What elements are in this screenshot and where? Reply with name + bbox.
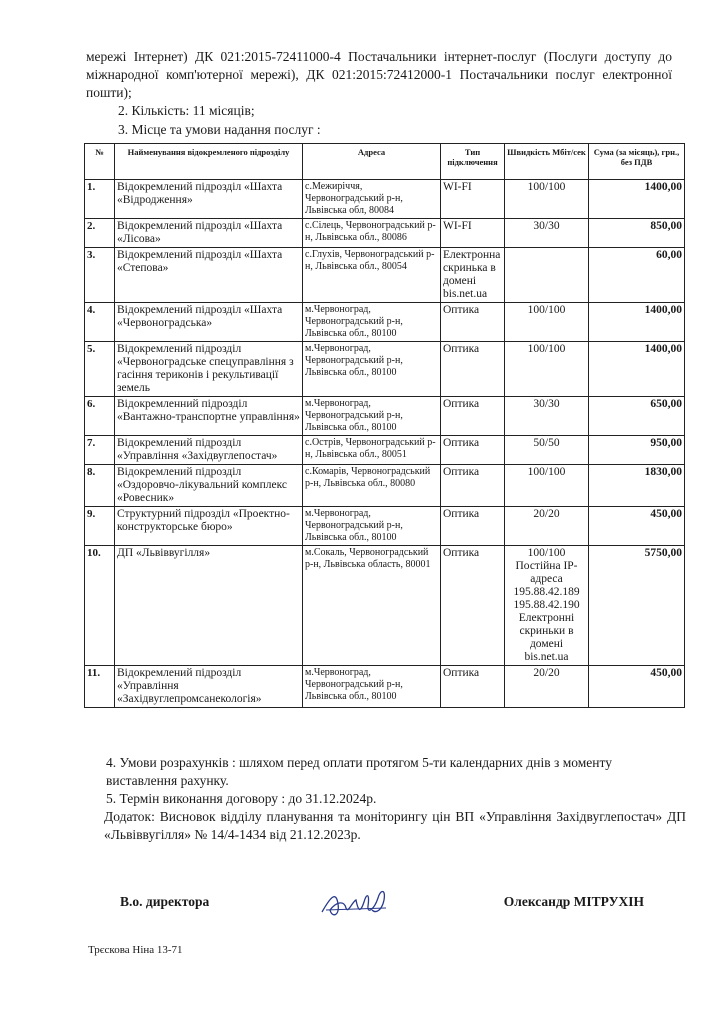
row-address: м.Червоноград, Червоноградський р-н, Львівська обл., 80100 [303,342,441,397]
row-name: Відокремлений підрозділ «Шахта «Степова» [115,248,303,303]
row-name: Відокремлений підрозділ «Управління «Західвуглепостач» [115,436,303,465]
handwritten-signature [316,880,396,924]
row-type: Оптика [441,465,505,507]
row-sum: 1830,00 [589,465,685,507]
header-type: Тип підключення [441,144,505,180]
row-type: Електронна скринька в домені bis.net.ua [441,248,505,303]
row-sum: 850,00 [589,219,685,248]
row-type: Оптика [441,303,505,342]
row-num: 10. [85,546,115,666]
table-row [85,303,685,342]
row-sum: 450,00 [589,666,685,708]
row-speed: 20/20 [505,666,589,708]
row-speed: 50/50 [505,436,589,465]
attachment-label: Додаток: [104,809,155,824]
item-quantity: 2. Кількість: 11 місяців; [118,103,255,118]
row-num: 7. [85,436,115,465]
table-row [85,436,685,465]
row-sum: 60,00 [589,248,685,303]
row-address: с.Глухів, Червоноградський р-н, Львівська обл., 80054 [303,248,441,303]
row-type: Оптика [441,546,505,666]
intro-paragraph: мережі Інтернет) ДК 021:2015-72411000-4 Постачальники інтернет-послуг (Послуги доступу до міжнародної комп'ютерної мережі), ДК 021:2015:72412000-1 Постачальники послуг електронної пошти); [86,49,672,100]
row-type: Оптика [441,436,505,465]
table-row [85,397,685,436]
header-sum: Сума (за місяць), грн., без ПДВ [589,144,685,180]
row-speed: 20/20 [505,507,589,546]
table-row [85,248,685,303]
item-term: 5. Термін виконання договору : до 31.12.2024р. [106,791,377,806]
row-sum: 1400,00 [589,180,685,219]
row-sum: 1400,00 [589,303,685,342]
row-address: м.Червоноград, Червоноградський р-н, Львівська обл., 80100 [303,666,441,708]
row-name: Відокремленний підрозділ «Вантажно-транспортне управління» [115,397,303,436]
row-num: 4. [85,303,115,342]
services-table [84,143,685,708]
row-address: м.Сокаль, Червоноградський р-н, Львівська область, 80001 [303,546,441,666]
row-address: м.Червоноград, Червоноградський р-н, Львівська обл., 80100 [303,303,441,342]
header-address: Адреса [303,144,441,180]
row-num: 2. [85,219,115,248]
row-name: Відокремлений підрозділ «Управління «Західвуглепромсанекологія» [115,666,303,708]
executor-note: Трєскова Ніна 13-71 [88,944,183,956]
row-name: Відокремлений підрозділ «Шахта «Лісова» [115,219,303,248]
table-row [85,546,685,666]
row-type: Оптика [441,397,505,436]
item-place-conditions: 3. Місце та умови надання послуг : [118,122,321,137]
header-num: № [85,144,115,180]
table-row [85,180,685,219]
signature-title: В.о. директора [120,894,210,909]
row-name: Відокремлений підрозділ «Шахта «Червоноградська» [115,303,303,342]
row-address: м.Червоноград, Червоноградський р-н, Львівська обл., 80100 [303,507,441,546]
table-row [85,507,685,546]
row-speed [505,248,589,303]
table-row [85,219,685,248]
row-type: WI-FI [441,219,505,248]
intro-block [86,48,672,102]
row-sum: 1400,00 [589,342,685,397]
row-name: Відокремлений підрозділ «Шахта «Відродження» [115,180,303,219]
attachment [86,808,686,844]
row-num: 3. [85,248,115,303]
row-speed: 100/100 Постійна IP-адреса 195.88.42.189 195.88.42.190 Електронні скриньки в домені bis.net.ua [505,546,589,666]
row-speed: 100/100 [505,303,589,342]
row-speed: 30/30 [505,397,589,436]
after-block [86,754,686,844]
row-address: с.Межиріччя, Червоноградський р-н, Львівська обл, 80084 [303,180,441,219]
row-num: 6. [85,397,115,436]
attachment-text: Висновок відділу планування та моніторингу цін ВП «Управління Західвуглепостач» ДП «Львіввугілля» № 14/4-1434 від 21.12.2023р. [104,809,687,842]
row-name: Відокремлений підрозділ «Оздоровчо-лікувальний комплекс «Ровесник» [115,465,303,507]
header-speed: Швидкість Мбіт/сек [505,144,589,180]
row-name: ДП «Львіввугілля» [115,546,303,666]
table-row [85,342,685,397]
row-num: 5. [85,342,115,397]
row-name: Структурний підрозділ «Проектно-конструкторське бюро» [115,507,303,546]
row-speed: 100/100 [505,342,589,397]
row-sum: 450,00 [589,507,685,546]
row-sum: 950,00 [589,436,685,465]
row-type: Оптика [441,507,505,546]
row-address: м.Червоноград, Червоноградський р-н, Львівська обл., 80100 [303,397,441,436]
table-row [85,666,685,708]
row-address: с.Комарів, Червоноградський р-н, Львівська обл., 80080 [303,465,441,507]
row-type: Оптика [441,666,505,708]
header-name: Найменування відокремленого підрозділу [115,144,303,180]
item-payment-terms: 4. Умови розрахунків : шляхом перед оплати протягом 5-ти календарних днів з моменту виставлення рахунку. [106,755,612,788]
row-name: Відокремлений підрозділ «Червоноградське спецуправління з гасіння териконів і рекультивації земель [115,342,303,397]
row-address: с.Сілець, Червоноградський р-н, Львівська обл., 80086 [303,219,441,248]
row-speed: 100/100 [505,180,589,219]
row-type: WI-FI [441,180,505,219]
signature-row [120,888,680,928]
row-num: 1. [85,180,115,219]
row-sum: 650,00 [589,397,685,436]
row-sum: 5750,00 [589,546,685,666]
row-num: 9. [85,507,115,546]
row-speed: 100/100 [505,465,589,507]
row-num: 8. [85,465,115,507]
row-num: 11. [85,666,115,708]
signature-name: Олександр МІТРУХІН [503,894,644,909]
row-speed: 30/30 [505,219,589,248]
table-header-row [85,144,685,180]
row-type: Оптика [441,342,505,397]
row-address: с.Острів, Червоноградський р-н, Львівська обл., 80051 [303,436,441,465]
table-row [85,465,685,507]
